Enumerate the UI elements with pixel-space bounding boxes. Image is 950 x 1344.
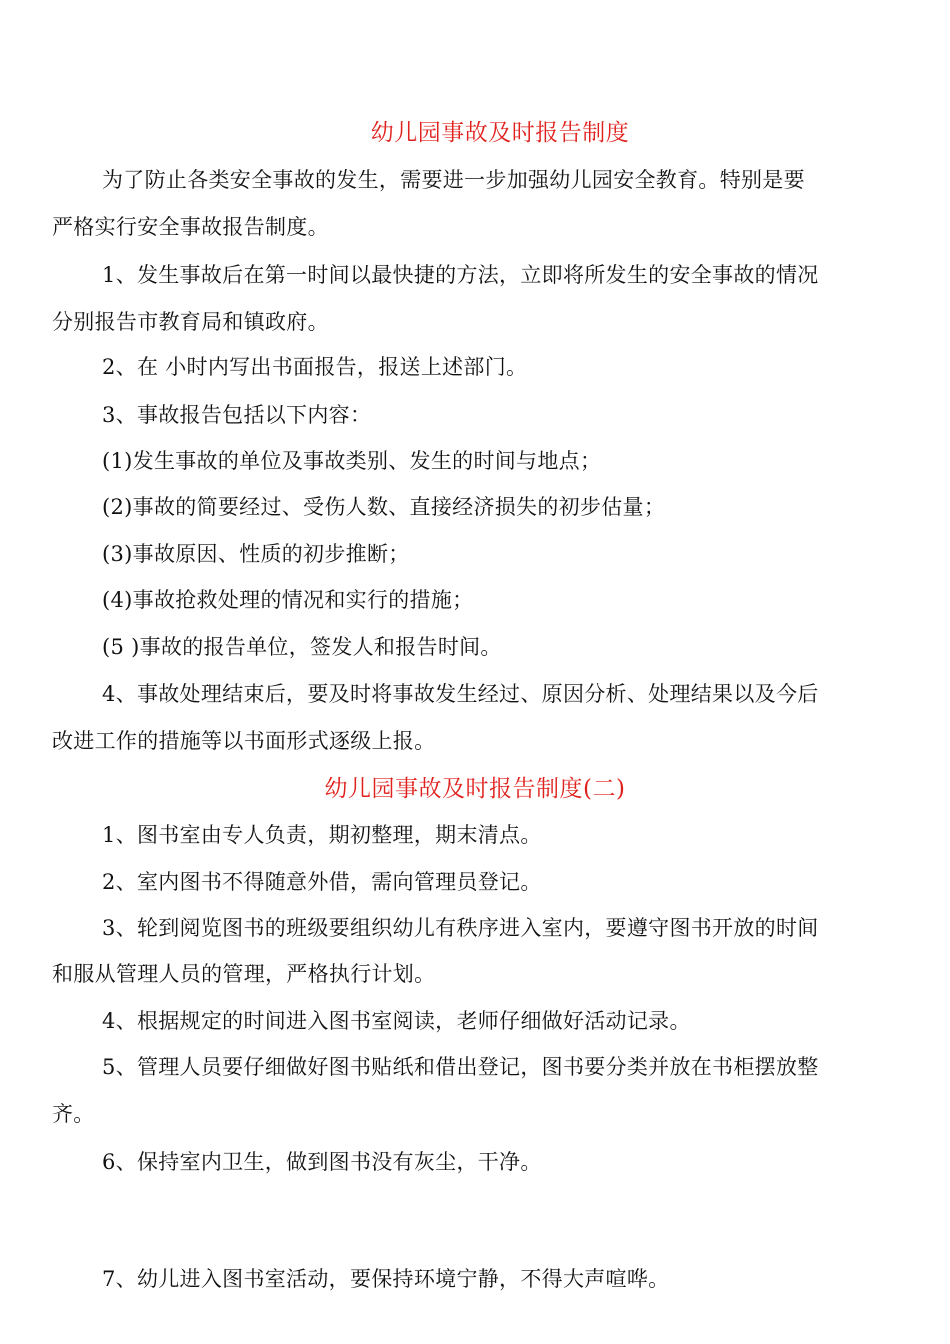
s2-item3-line1: 3、轮到阅览图书的班级要组织幼儿有秩序进入室内，要遵守图书开放的时间 [102, 916, 819, 940]
item2: 2、在 小时内写出书面报告，报送上述部门。 [102, 355, 528, 379]
paragraph-intro-line1: 为了防止各类安全事故的发生，需要进一步加强幼儿园安全教育。特别是要 [102, 168, 805, 192]
item3: 3、事故报告包括以下内容： [102, 403, 372, 427]
item1-line1: 1、发生事故后在第一时间以最快捷的方法，立即将所发生的安全事故的情况 [102, 263, 819, 287]
sub-item-4: (4)事故抢救处理的情况和实行的措施； [102, 588, 474, 612]
item1-line2: 分别报告市教育局和镇政府。 [52, 310, 329, 334]
s2-item3-line2: 和服从管理人员的管理，严格执行计划。 [52, 962, 436, 986]
s2-item5-line1: 5、管理人员要仔细做好图书贴纸和借出登记，图书要分类并放在书柜摆放整 [102, 1055, 819, 1079]
s2-item1: 1、图书室由专人负责，期初整理，期末清点。 [102, 823, 542, 847]
sub-item-2: (2)事故的简要经过、受伤人数、直接经济损失的初步估量； [102, 495, 666, 519]
doc-subtitle: 幼儿园事故及时报告制度(二) [324, 776, 626, 802]
doc-title: 幼儿园事故及时报告制度 [370, 120, 630, 146]
s2-item7: 7、幼儿进入图书室活动，要保持环境宁静，不得大声喧哗。 [102, 1267, 670, 1291]
sub-item-1: (1)发生事故的单位及事故类别、发生的时间与地点； [102, 449, 602, 473]
item4-line1: 4、事故处理结束后，要及时将事故发生经过、原因分析、处理结果以及今后 [102, 682, 819, 706]
item4-line2: 改进工作的措施等以书面形式逐级上报。 [52, 729, 436, 753]
paragraph-intro-line2: 严格实行安全事故报告制度。 [52, 215, 329, 239]
s2-item2: 2、室内图书不得随意外借，需向管理员登记。 [102, 870, 542, 894]
sub-item-5: (5 )事故的报告单位，签发人和报告时间。 [102, 635, 502, 659]
sub-item-3: (3)事故原因、性质的初步推断； [102, 542, 410, 566]
s2-item6: 6、保持室内卫生，做到图书没有灰尘，干净。 [102, 1150, 542, 1174]
s2-item4: 4、根据规定的时间进入图书室阅读，老师仔细做好活动记录。 [102, 1009, 691, 1033]
s2-item5-line2: 齐。 [52, 1102, 95, 1126]
